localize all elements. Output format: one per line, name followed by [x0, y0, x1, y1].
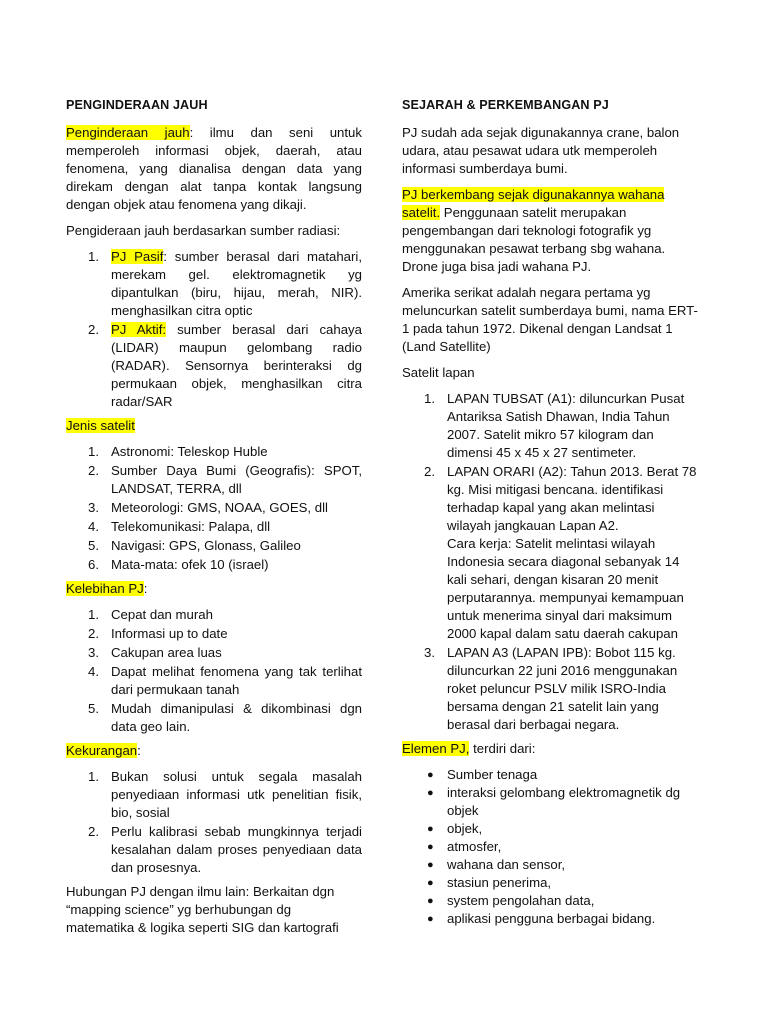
list-number: 1.: [88, 444, 99, 459]
bullet-dot-icon: ●: [427, 913, 434, 925]
list-number: 4.: [88, 519, 99, 534]
list-item: [402, 644, 698, 734]
highlight-term: Jenis satelit: [66, 418, 135, 433]
highlight-term: Kekurangan: [66, 743, 138, 758]
hubungan-paragraph: Hubungan PJ dengan ilmu lain: Berkaitan dgn “mapping science” yg berhubungan dg matematika & logika seperti SIG dan kartografi: [66, 884, 339, 935]
list-text: Telekomunikasi: Palapa, dll: [111, 519, 271, 534]
elemen-heading-line: [402, 740, 698, 758]
radiasi-intro: Pengideraan jauh berdasarkan sumber radiasi:: [66, 223, 341, 238]
heading-colon: :: [137, 743, 141, 758]
list-number: 2.: [88, 626, 99, 641]
section-title-sejarah: SEJARAH & PERKEMBANGAN PJ: [402, 98, 609, 112]
bullet-dot-icon: ●: [427, 877, 434, 889]
list-item: [402, 892, 698, 910]
list-number: 6.: [88, 557, 99, 572]
list-text: LAPAN ORARI (A2): Tahun 2013. Berat 78 kg. Misi mitigasi bencana. identifikasi terhadap kapal yang akan melintasi wilayah jangkauan Lapan A2.: [447, 464, 697, 533]
list-text: Meteorologi: GMS, NOAA, GOES, dll: [111, 500, 328, 515]
list-item: [66, 663, 362, 699]
list-item: [66, 321, 362, 411]
bullet-dot-icon: ●: [427, 895, 434, 907]
list-text: stasiun penerima,: [447, 875, 552, 890]
list-text: system pengolahan data,: [447, 893, 595, 908]
list-text: Mata-mata: ofek 10 (israel): [111, 557, 269, 572]
list-item: [402, 874, 698, 892]
berkembang-paragraph: [402, 186, 698, 276]
highlight-term: PJ berkembang sejak digunakannya wahana satelit.: [402, 187, 665, 220]
list-number: 2.: [88, 463, 99, 478]
list-number: 3.: [424, 645, 435, 660]
paragraph-text: terdiri dari:: [469, 741, 536, 756]
bullet-dot-icon: ●: [427, 859, 434, 871]
list-text: Cakupan area luas: [111, 645, 222, 660]
kekurangan-heading-line: [66, 742, 362, 760]
list-item: [402, 820, 698, 838]
list-item: [402, 784, 698, 820]
list-text: Perlu kalibrasi sebab mungkinnya terjadi kesalahan dalam proses penyediaan data dan prosesnya.: [111, 824, 362, 875]
list-text: interaksi gelombang elektromagnetik dg objek: [447, 785, 681, 818]
list-item: [66, 700, 362, 736]
bullet-dot-icon: ●: [427, 841, 434, 853]
kelebihan-list: [66, 606, 362, 736]
list-number: 5.: [88, 701, 99, 716]
list-item: [402, 766, 698, 784]
list-number: 1.: [88, 249, 99, 264]
lapan-heading: Satelit lapan: [402, 365, 475, 380]
list-text: objek,: [447, 821, 483, 836]
list-text: aplikasi pengguna berbagai bidang.: [447, 911, 656, 926]
list-text: Sumber tenaga: [447, 767, 538, 782]
highlight-term: PJ Pasif: [111, 249, 164, 264]
list-number: 1.: [88, 769, 99, 784]
list-text: LAPAN TUBSAT (A1): diluncurkan Pusat Antariksa Satish Dhawan, India Tahun 2007. Satelit mikro 57 kilogram dan dimensi 45 x 45 x 27 sentimeter.: [447, 391, 685, 460]
list-text: Astronomi: Teleskop Huble: [111, 444, 268, 459]
elemen-list: [402, 766, 698, 928]
definition-paragraph: [66, 124, 362, 214]
highlight-term: PJ Aktif:: [111, 322, 167, 337]
list-item: [66, 248, 362, 320]
paragraph-text: Penggunaan satelit merupakan pengembangan dari teknologi fotografik yg menggunakan pesawat terbang sbg wahana. Drone juga bisa jadi wahana PJ.: [402, 205, 666, 274]
list-text: : sumber berasal dari matahari, merekam gel. elektromagnetik yg dipantulkan (biru, hijau, merah, NIR). menghasilkan citra optic: [111, 249, 363, 318]
list-text: Cepat dan murah: [111, 607, 213, 622]
right-column: [402, 96, 698, 934]
heading-colon: :: [143, 581, 148, 596]
list-item: [66, 644, 362, 662]
list-text: Navigasi: GPS, Glonass, Galileo: [111, 538, 301, 553]
list-number: 5.: [88, 538, 99, 553]
list-item: [402, 390, 698, 462]
list-number: 4.: [88, 664, 99, 679]
list-text-continuation: Cara kerja: Satelit melintasi wilayah Indonesia secara diagonal sebanyak 14 kali sehari, dengan kisaran 20 menit perputarannya. mempunyai kemampuan untuk menerima sinyal dari maksimum 2000 kapal dalam satu daerah cakupan: [447, 536, 684, 641]
highlight-term: Kelebihan PJ: [66, 581, 144, 596]
list-text: Sumber Daya Bumi (Geografis): SPOT, LANDSAT, TERRA, dll: [111, 463, 362, 496]
list-number: 2.: [424, 464, 435, 479]
list-item: [66, 537, 362, 555]
list-number: 3.: [88, 500, 99, 515]
list-text: Informasi up to date: [111, 626, 228, 641]
list-item: [66, 606, 362, 624]
highlight-term: Penginderaan jauh: [66, 125, 190, 140]
list-text: Mudah dimanipulasi & dikombinasi dgn data geo lain.: [111, 701, 362, 734]
list-item: [66, 499, 362, 517]
list-number: 2.: [88, 322, 99, 337]
list-text: wahana dan sensor,: [447, 857, 566, 872]
list-item: [66, 625, 362, 643]
list-item: [66, 823, 362, 877]
radiasi-list: [66, 248, 362, 411]
list-text: Bukan solusi untuk segala masalah penyediaan informasi utk penelitian fisik, bio, sosial: [111, 769, 362, 820]
list-item: [402, 463, 698, 643]
list-item: [66, 518, 362, 536]
kelebihan-heading-line: [66, 580, 362, 598]
intro-paragraph: PJ sudah ada sejak digunakannya crane, balon udara, atau pesawat udara utk memperoleh informasi sumberdaya bumi.: [402, 125, 680, 176]
definition-text: : ilmu dan seni untuk memperoleh informasi objek, daerah, atau fenomena, yang dianalisa dengan data yang direkam dengan alat tanpa kontak langsung dengan objek atau fenomena yang dikaji.: [66, 125, 362, 212]
list-text: sumber berasal dari cahaya (LIDAR) maupun gelombang radio (RADAR). Sensornya berinteraksi dg permukaan objek, menghasilkan citra radar/SAR: [111, 322, 362, 409]
list-text: Dapat melihat fenomena yang tak terlihat dari permukaan tanah: [111, 664, 362, 697]
list-item: [402, 856, 698, 874]
list-item: [402, 838, 698, 856]
amerika-paragraph: Amerika serikat adalah negara pertama yg meluncurkan satelit sumberdaya bumi, nama ERT-1 pada tahun 1972. Dikenal dengan Landsat 1 (Land Satellite): [402, 285, 698, 354]
section-title-penginderaan-jauh: PENGINDERAAN JAUH: [66, 98, 208, 112]
list-item: [402, 910, 698, 928]
bullet-dot-icon: ●: [427, 823, 434, 835]
list-item: [66, 443, 362, 461]
list-number: 2.: [88, 824, 99, 839]
bullet-dot-icon: ●: [427, 787, 434, 799]
list-number: 1.: [424, 391, 435, 406]
list-text: LAPAN A3 (LAPAN IPB): Bobot 115 kg. diluncurkan 22 juni 2016 menggunakan roket peluncur PSLV milik ISRO-India bersama dengan 21 satelit lain yang berasal dari berbagai negara.: [447, 645, 678, 732]
list-item: [66, 768, 362, 822]
list-number: 1.: [88, 607, 99, 622]
satelit-heading-line: [66, 417, 362, 435]
list-item: [66, 462, 362, 498]
highlight-term: Elemen PJ,: [402, 741, 470, 756]
list-text: atmosfer,: [447, 839, 502, 854]
lapan-list: [402, 390, 698, 734]
left-column: [66, 96, 362, 945]
kekurangan-list: [66, 768, 362, 877]
bullet-dot-icon: ●: [427, 769, 434, 781]
satelit-list: [66, 443, 362, 574]
list-number: 3.: [88, 645, 99, 660]
list-item: [66, 556, 362, 574]
